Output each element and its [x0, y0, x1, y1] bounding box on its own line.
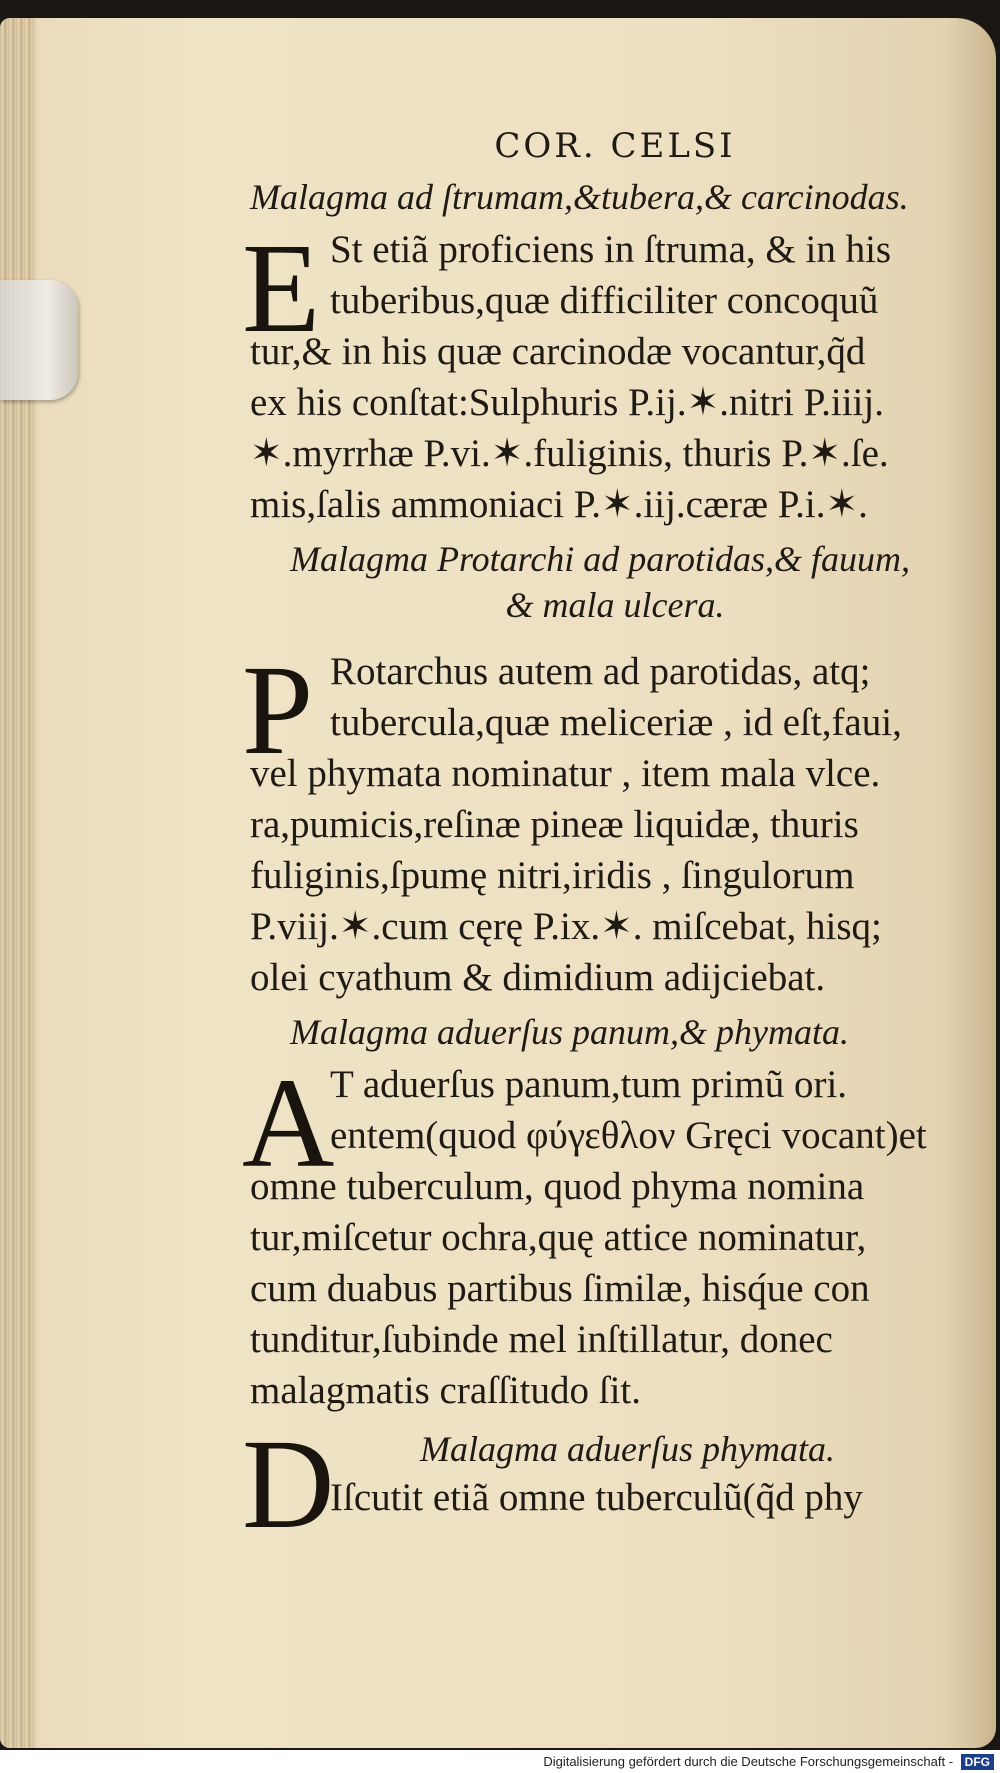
text-line: tur,& in his quæ carcinodæ vocantur,q̃d [250, 330, 866, 373]
drop-cap: E [242, 217, 321, 359]
text-line: ex his conſtat:Sulphuris P.ij.✶.nitri P.iiij. [250, 381, 884, 424]
text-line: tubercula,quæ meliceriæ , id eſt,faui, [330, 701, 902, 744]
paragraph [242, 639, 980, 1003]
drop-cap: P [242, 639, 314, 781]
text-line: Rotarchus autem ad parotidas, atq; [330, 650, 871, 693]
paragraph [242, 1052, 980, 1416]
drop-cap: A [242, 1052, 335, 1194]
text-line: T aduerſus panum,tum primũ ori. [330, 1063, 848, 1106]
section-heading-continued: & mala ulcera. [505, 585, 725, 625]
drop-cap: D [242, 1413, 335, 1555]
text-line: mis,ſalis ammoniaci P.✶.iij.cæræ P.i.✶. [250, 483, 868, 526]
section-heading: Malagma aduerſus panum,& phymata. [290, 1012, 849, 1052]
text-line: tunditur,ſubinde mel inſtillatur, donec [250, 1318, 833, 1361]
text-line: omne tuberculum, quod phyma nomina [250, 1165, 865, 1208]
text-line: tur,miſcetur ochra,quę attice nominatur, [250, 1216, 867, 1259]
text-line: vel phymata nominatur , item mala vlce. [250, 752, 881, 795]
page-edges [0, 18, 36, 1748]
credit-text: Digitalisierung gefördert durch die Deutsche Forschungsgemeinschaft - [543, 1754, 954, 1769]
text-line: P.viij.✶.cum cęrę P.ix.✶. miſcebat, hisq; [250, 905, 882, 948]
running-head: COR. CELSI [494, 126, 736, 166]
text-line: malagmatis craſſitudo ſit. [250, 1369, 641, 1412]
page-clip [0, 280, 78, 400]
dfg-logo: DFG [961, 1754, 994, 1770]
section-heading: Malagma ad ſtrumam,&tubera,& carcinodas. [250, 177, 909, 217]
paragraph [242, 217, 980, 530]
text-line: St etiã proficiens in ſtruma, & in his [330, 228, 892, 271]
text-block [242, 126, 980, 1555]
text-line: ✶.myrrhæ P.vi.✶.fuliginis, thuris P.✶.ſe. [250, 432, 889, 475]
digitization-credit [0, 1750, 1000, 1773]
text-line: tuberibus,quæ difficiliter concoquũ [330, 279, 879, 322]
text-line: Iſcutit etiã omne tuberculũ(q̃d phy [330, 1476, 863, 1519]
text-line: olei cyathum & dimidium adijciebat. [250, 956, 826, 999]
text-line: cum duabus partibus ſimilæ, hisq́ue con [250, 1267, 870, 1310]
text-line: ra,pumicis,reſinæ pineæ liquidæ, thuris [250, 803, 859, 846]
text-line: entem(quod φύγεθλον Gręci vocant)et [330, 1114, 927, 1157]
book-page [0, 18, 996, 1748]
section-heading: Malagma Protarchi ad parotidas,& fauum, [290, 539, 910, 579]
text-line: fuliginis,ſpumę nitri,iridis , ſingulorum [250, 854, 855, 897]
section-heading: Malagma aduerſus phymata. [420, 1429, 835, 1469]
paragraph [242, 1413, 980, 1555]
